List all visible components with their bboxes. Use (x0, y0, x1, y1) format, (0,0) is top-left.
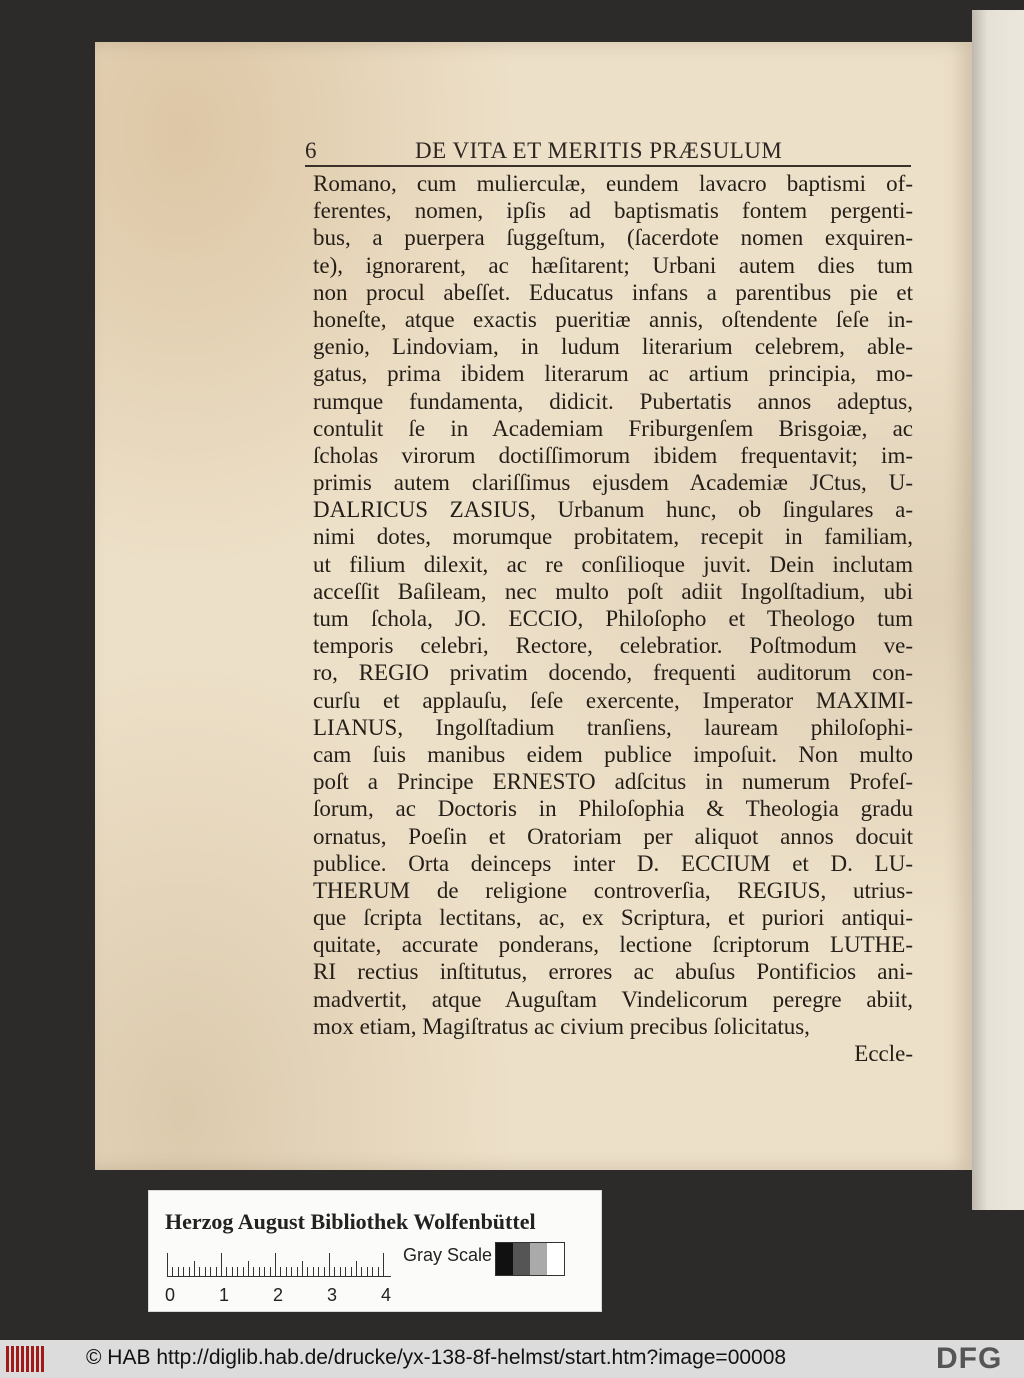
page-number: 6 (305, 138, 317, 163)
ruler-tick (340, 1267, 341, 1277)
ruler-number: 3 (327, 1285, 338, 1305)
ruler-tick (356, 1261, 357, 1277)
ruler-tick (334, 1267, 335, 1277)
dfg-logo: DFG (936, 1342, 1003, 1375)
gray-swatch (547, 1243, 564, 1275)
text-line: ſcholas virorum doctiſſimorum ibidem frequentavit; im- (313, 442, 913, 468)
ruler-tick (313, 1267, 314, 1277)
ruler-tick (297, 1267, 298, 1277)
text-line: nimi dotes, morumque probitatem, recepit in familiam, (313, 524, 913, 550)
text-line: madvertit, atque Auguſtam Vindelicorum peregre abiit, (313, 986, 913, 1012)
text-line: ro, REGIO privatim docendo, frequenti auditorum con- (313, 660, 913, 686)
ruler-tick (318, 1267, 319, 1277)
text-line: ſorum, ac Doctoris in Philoſophia & Theologia gradu (313, 796, 913, 822)
library-name: Herzog August Bibliothek Wolfenbüttel (165, 1209, 536, 1234)
text-line: ornatus, Poeſin et Oratoriam per aliquot annos docuit (313, 823, 913, 849)
text-line: THERUM de religione controverſia, REGIUS, utrius- (313, 877, 913, 903)
ruler-tick (307, 1267, 308, 1277)
ruler-tick (248, 1261, 249, 1277)
text-line: bus, a puerpera ſuggeſtum, (ſacerdote nomen exquiren- (313, 225, 913, 251)
ruler-tick (243, 1267, 244, 1277)
text-line: Romano, cum mulierculæ, eundem lavacro baptismi of- (313, 171, 913, 196)
ruler-tick (253, 1267, 254, 1277)
text-line: LIANUS, Ingolſtadium tranſiens, lauream philoſophi- (313, 714, 913, 740)
text-line: genio, Lindoviam, in ludum literarium celebrem, able- (313, 334, 913, 360)
ruler-number: 4 (381, 1285, 392, 1305)
grayscale-label: Gray Scale (403, 1245, 493, 1265)
ruler-tick (361, 1267, 362, 1277)
page-header (305, 138, 911, 166)
text-line: primis autem clariſſimus ejusdem Academiæ JCtus, U- (313, 470, 913, 496)
footer-copyright-link[interactable]: © HAB http://diglib.hab.de/drucke/yx-138-8f-helmst/start.htm?image=00008 (86, 1346, 787, 1369)
ruler-tick (232, 1267, 233, 1277)
ruler-tick (221, 1253, 222, 1277)
scale-ruler (167, 1251, 393, 1277)
text-line: RI rectius inſtitutus, errores ac abuſus Pontificios ani- (313, 959, 913, 985)
text-line: non procul abeſſet. Educatus infans a parentibus pie et (313, 279, 913, 305)
text-line: tum ſchola, JO. ECCIO, Philoſopho et Theologo tum (313, 606, 913, 631)
text-line: honeſte, atque exactis pueritiæ annis, oſtendente ſeſe in- (313, 306, 913, 332)
library-label-card (148, 1190, 602, 1312)
ruler-tick (178, 1267, 179, 1277)
ruler-tick (183, 1267, 184, 1277)
text-line: mox etiam, Magiſtratus ac civium precibus ſolicitatus, (313, 1013, 810, 1039)
text-line: publice. Orta deinceps inter D. ECCIUM et D. LU- (313, 850, 913, 876)
gray-scale-swatches (495, 1242, 565, 1276)
ruler-tick (259, 1267, 260, 1277)
ruler-tick (226, 1267, 227, 1277)
text-line: DALRICUS ZASIUS, Urbanum hunc, ob ſingulares a- (313, 497, 913, 523)
ruler-tick (210, 1267, 211, 1277)
text-line: acceſſit Baſileam, nec multo poſt adiit Ingolſtadium, ubi (313, 578, 913, 604)
text-line: curſu et applauſu, ſeſe exercente, Imperator MAXIMI- (313, 687, 913, 713)
ruler-tick (167, 1253, 168, 1277)
ruler-tick (275, 1253, 276, 1277)
gray-swatch (513, 1243, 530, 1275)
ruler-tick (351, 1267, 352, 1277)
running-title: DE VITA ET MERITIS PRÆSULUM (415, 138, 783, 163)
text-line: ferentes, nomen, ipſis ad baptismatis fontem pergenti- (313, 198, 913, 224)
gray-swatch (496, 1243, 513, 1275)
ruler-tick (189, 1267, 190, 1277)
ruler-tick (237, 1267, 238, 1277)
text-line: ut filium dilexit, ac re conſilioque juvit. Dein inclutam (313, 551, 913, 577)
text-line: quitate, accurate ponderans, lectione ſcriptorum LUTHE- (313, 932, 913, 958)
text-line: cam ſuis manibus eidem publice impoſuit. Non multo (313, 741, 913, 767)
facing-page-edge (972, 10, 1024, 1210)
ruler-tick (291, 1267, 292, 1277)
ruler-baseline (167, 1276, 391, 1277)
text-line: que ſcripta lectitans, ac, ex Scriptura, et puriori antiqui- (313, 905, 913, 931)
text-line: temporis celebri, Rectore, celebratior. Poſtmodum ve- (313, 633, 913, 659)
ruler-tick (286, 1267, 287, 1277)
body-text (313, 170, 913, 1067)
ruler-tick (194, 1261, 195, 1277)
ruler-number: 1 (219, 1285, 230, 1305)
gray-swatch (530, 1243, 547, 1275)
ruler-tick (367, 1267, 368, 1277)
ruler-tick (324, 1267, 325, 1277)
ruler-tick (345, 1267, 346, 1277)
text-line: te), ignorarent, ac hæſitarent; Urbani autem dies tum (313, 252, 913, 278)
catchword: Eccle- (854, 1041, 913, 1066)
text-line: contulit ſe in Academiam Friburgenſem Brisgoiæ, ac (313, 415, 913, 441)
ruler-tick (378, 1267, 379, 1277)
text-line: poſt a Principe ERNESTO adſcitus in numerum Profeſ- (313, 769, 913, 795)
ruler-tick (383, 1253, 384, 1277)
ruler-tick (205, 1267, 206, 1277)
ruler-tick (280, 1267, 281, 1277)
ruler-number: 0 (165, 1285, 176, 1305)
ruler-tick (172, 1267, 173, 1277)
hab-logo-icon (6, 1346, 46, 1372)
ruler-tick (270, 1267, 271, 1277)
ruler-tick (216, 1267, 217, 1277)
text-line: rumque fundamenta, didicit. Pubertatis annos adeptus, (313, 388, 913, 414)
ruler-tick (199, 1267, 200, 1277)
ruler-tick (372, 1267, 373, 1277)
ruler-number: 2 (273, 1285, 284, 1305)
ruler-tick (302, 1261, 303, 1277)
ruler-tick (264, 1267, 265, 1277)
header-rule (305, 165, 911, 167)
ruler-tick (329, 1253, 330, 1277)
footer-bar (0, 1340, 1024, 1378)
text-line: gatus, prima ibidem literarum ac artium principia, mo- (313, 361, 913, 387)
